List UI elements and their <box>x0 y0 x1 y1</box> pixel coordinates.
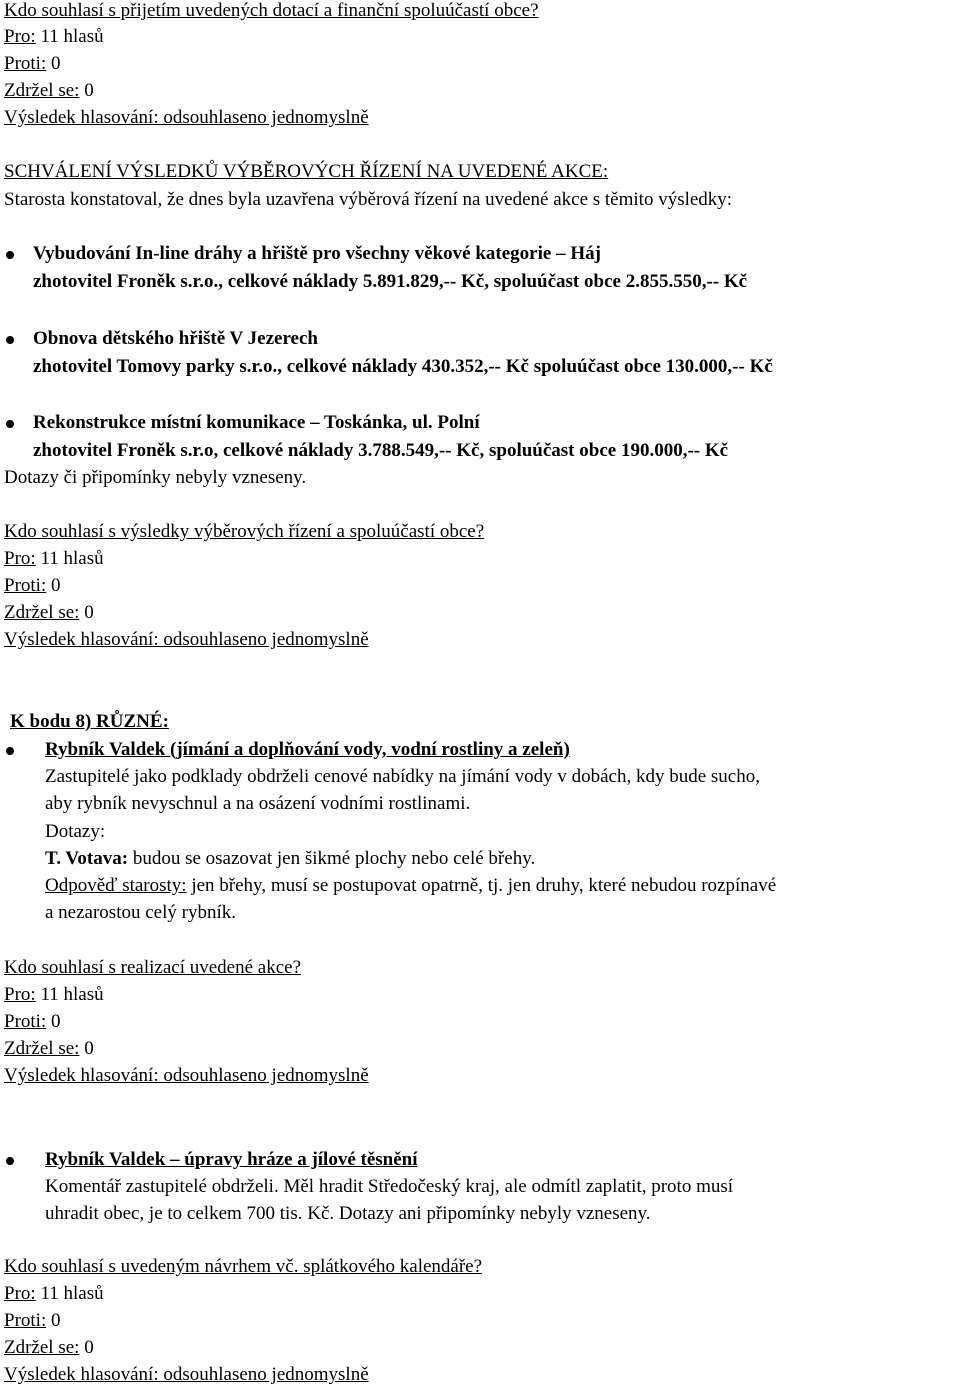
item2-text1: Komentář zastupitelé obdrželi. Měl hradit Středočeský kraj, ale odmítl zaplatit, proto musí <box>45 1176 734 1197</box>
vote3-question: Kdo souhlasí s realizací uvedené akce? <box>4 957 302 978</box>
zdrzel-label: Zdržel se: <box>4 602 80 623</box>
proti-label: Proti: <box>4 1310 47 1331</box>
vote2-result: Výsledek hlasování: odsouhlaseno jednomyslně <box>4 629 369 650</box>
misc-item1-answer2: a nezarostou celý rybník. <box>45 902 236 923</box>
bullet-icon <box>6 251 14 259</box>
vote1-zdrzel <box>4 80 94 102</box>
item2-text2: uhradit obec, je to celkem 700 tis. Kč. Dotazy ani připomínky nebyly vzneseny. <box>45 1203 651 1224</box>
pro-label: Pro: <box>4 984 36 1005</box>
pro-value: 11 hlasů <box>35 1283 104 1304</box>
tender-2-detail: zhotovitel Tomovy parky s.r.o., celkové náklady 430.352,-- Kč spoluúčast obce 130.000,-- Kč <box>33 356 773 377</box>
answer-label: Odpověď starosty: <box>45 875 187 896</box>
zdrzel-label: Zdržel se: <box>4 80 80 101</box>
proti-value: 0 <box>46 1011 61 1032</box>
vote2-proti <box>4 575 60 597</box>
tender-2-title: Obnova dětského hřiště V Jezerech <box>33 328 318 349</box>
vote2-zdrzel <box>4 602 94 624</box>
tender-1-detail: zhotovitel Froněk s.r.o., celkové náklady 5.891.829,-- Kč, spoluúčast obce 2.855.550,-- Kč <box>33 271 748 292</box>
misc-item1-dotazy: Dotazy: <box>45 821 106 842</box>
misc-item1-title: Rybník Valdek (jímání a doplňování vody, vodní rostliny a zeleň) <box>45 739 570 760</box>
pro-value: 11 hlasů <box>35 984 104 1005</box>
item2-title: Rybník Valdek – úpravy hráze a jílové těsnění <box>45 1149 418 1170</box>
vote4-question: Kdo souhlasí s uvedeným návrhem vč. splátkového kalendáře? <box>4 1256 483 1277</box>
pro-label: Pro: <box>4 548 36 569</box>
zdrzel-value: 0 <box>79 1337 94 1358</box>
vote3-pro <box>4 984 104 1006</box>
misc-item1-answer <box>45 875 776 897</box>
vote4-proti <box>4 1310 60 1332</box>
zdrzel-label: Zdržel se: <box>4 1038 80 1059</box>
proti-label: Proti: <box>4 1011 47 1032</box>
tenders-heading: SCHVÁLENÍ VÝSLEDKŮ VÝBĚROVÝCH ŘÍZENÍ NA UVEDENÉ AKCE: <box>4 161 609 182</box>
tender-3-title: Rekonstrukce místní komunikace – Toskánka, ul. Polní <box>33 412 480 433</box>
pro-value: 11 hlasů <box>35 26 104 47</box>
vote1-proti <box>4 53 60 75</box>
proti-value: 0 <box>46 1310 61 1331</box>
pro-label: Pro: <box>4 1283 36 1304</box>
vote3-result: Výsledek hlasování: odsouhlaseno jednomyslně <box>4 1065 369 1086</box>
vote3-zdrzel <box>4 1038 94 1060</box>
pro-value: 11 hlasů <box>35 548 104 569</box>
bullet-icon <box>6 420 14 428</box>
vote2-pro <box>4 548 104 570</box>
answer-text: jen břehy, musí se postupovat opatrně, tj. jen druhy, které nebudou rozpínavé <box>186 875 777 896</box>
vote3-proti <box>4 1011 60 1033</box>
misc-item1-text1: Zastupitelé jako podklady obdrželi cenové nabídky na jímání vody v dobách, kdy bude sucho, <box>45 766 760 787</box>
vote1-result: Výsledek hlasování: odsouhlaseno jednomyslně <box>4 107 369 128</box>
bullet-icon <box>6 747 14 755</box>
misc-item1-question <box>45 848 535 870</box>
bullet-icon <box>6 336 14 344</box>
vote1-pro <box>4 26 104 48</box>
bullet-icon <box>6 1157 14 1165</box>
proti-value: 0 <box>46 53 61 74</box>
vote4-pro <box>4 1283 104 1305</box>
vote1-question: Kdo souhlasí s přijetím uvedených dotací a finanční spoluúčastí obce? <box>4 0 539 21</box>
pro-label: Pro: <box>4 26 36 47</box>
question-text: budou se osazovat jen šikmé plochy nebo celé břehy. <box>128 848 536 869</box>
tenders-intro: Starosta konstatoval, že dnes byla uzavřena výběrová řízení na uvedené akce s těmito výsledky: <box>4 189 733 210</box>
zdrzel-value: 0 <box>79 602 94 623</box>
zdrzel-value: 0 <box>79 1038 94 1059</box>
proti-value: 0 <box>46 575 61 596</box>
tenders-note: Dotazy či připomínky nebyly vzneseny. <box>4 467 307 488</box>
tender-3-detail: zhotovitel Froněk s.r.o, celkové náklady 3.788.549,-- Kč, spoluúčast obce 190.000,-- Kč <box>33 440 729 461</box>
vote2-question: Kdo souhlasí s výsledky výběrových řízení a spoluúčastí obce? <box>4 521 485 542</box>
zdrzel-value: 0 <box>79 80 94 101</box>
vote4-result: Výsledek hlasování: odsouhlaseno jednomyslně <box>4 1364 369 1385</box>
proti-label: Proti: <box>4 575 47 596</box>
vote4-zdrzel <box>4 1337 94 1359</box>
speaker-name: T. Votava: <box>45 848 129 869</box>
misc-item1-text2: aby rybník nevyschnul a na osázení vodními rostlinami. <box>45 793 471 814</box>
proti-label: Proti: <box>4 53 47 74</box>
zdrzel-label: Zdržel se: <box>4 1337 80 1358</box>
misc-heading: K bodu 8) RŮZNÉ: <box>10 711 169 732</box>
tender-1-title: Vybudování In-line dráhy a hřiště pro všechny věkové kategorie – Háj <box>33 243 601 264</box>
